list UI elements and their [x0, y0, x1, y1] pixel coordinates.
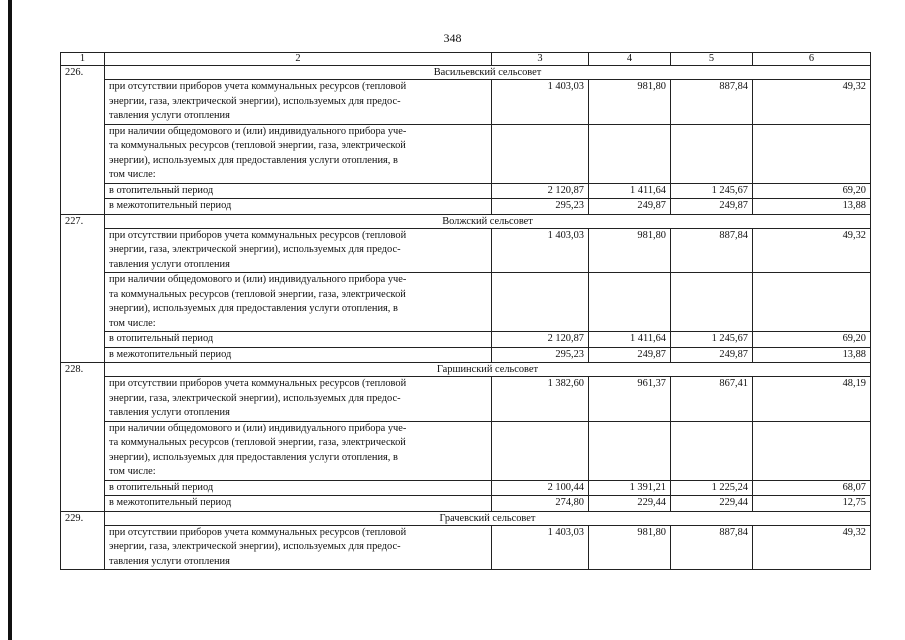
table-row: [61, 199, 871, 215]
value-cell: 1 245,67: [671, 332, 753, 348]
empty-cell: [492, 421, 589, 480]
value-cell: 249,87: [671, 199, 753, 215]
row-description: [105, 124, 492, 183]
description-line: при отсутствии приборов учета коммунальных ресурсов (тепловой: [109, 526, 407, 538]
section-number: 228.: [61, 363, 105, 512]
section-number: 226.: [61, 66, 105, 215]
value-cell: 981,80: [589, 525, 671, 570]
section-header-row: [61, 363, 871, 377]
value-cell: 249,87: [589, 347, 671, 363]
row-description: [105, 228, 492, 273]
table-row: [61, 124, 871, 183]
row-description: [105, 377, 492, 422]
description-line: при отсутствии приборов учета коммунальных ресурсов (тепловой: [109, 81, 407, 92]
description-line: тавления услуги отопления: [109, 407, 230, 418]
section-name: Волжский сельсовет: [105, 214, 871, 228]
description-line: та коммунальных ресурсов (тепловой энергии, газа, электрической: [109, 437, 406, 448]
row-label: в межотопительный период: [105, 496, 492, 512]
value-cell: 887,84: [671, 228, 753, 273]
empty-cell: [671, 273, 753, 332]
table-row: [61, 228, 871, 273]
column-header: 2: [105, 53, 492, 66]
value-cell: 887,84: [671, 80, 753, 125]
value-cell: 13,88: [753, 347, 871, 363]
description-line: энергии, газа, электрической энергии), используемых для предос-: [109, 244, 401, 255]
section-number: 227.: [61, 214, 105, 363]
empty-cell: [753, 421, 871, 480]
value-cell: 1 403,03: [492, 80, 589, 125]
empty-cell: [589, 421, 671, 480]
value-cell: 48,19: [753, 377, 871, 422]
description-line: энергии, газа, электрической энергии), используемых для предос-: [109, 392, 401, 404]
column-header: 5: [671, 53, 753, 66]
description-line: тавления услуги отопления: [109, 110, 230, 121]
empty-cell: [753, 124, 871, 183]
description-line: та коммунальных ресурсов (тепловой энергии, газа, электрической: [109, 288, 406, 300]
description-line: та коммунальных ресурсов (тепловой энергии, газа, электрической: [109, 140, 406, 151]
table-row: [61, 421, 871, 480]
description-line: энергии), используемых для предоставления услуги отопления, в: [109, 154, 398, 166]
value-cell: 249,87: [589, 199, 671, 215]
value-cell: 295,23: [492, 199, 589, 215]
table-row: [61, 183, 871, 199]
row-description: [105, 421, 492, 480]
description-line: энергии, газа, электрической энергии), используемых для предос-: [109, 541, 401, 552]
row-label: в межотопительный период: [105, 199, 492, 215]
value-cell: 867,41: [671, 377, 753, 422]
description-line: при наличии общедомового и (или) индивидуального прибора уче-: [109, 274, 407, 285]
description-line: том числе:: [109, 466, 156, 477]
table-row: [61, 347, 871, 363]
value-cell: 295,23: [492, 347, 589, 363]
description-line: при наличии общедомового и (или) индивидуального прибора уче-: [109, 422, 407, 434]
value-cell: 961,37: [589, 377, 671, 422]
row-label: в отопительный период: [105, 183, 492, 199]
value-cell: 229,44: [589, 496, 671, 512]
description-line: энергии), используемых для предоставления услуги отопления, в: [109, 451, 398, 463]
page-edge-bar: [8, 0, 12, 640]
value-cell: 69,20: [753, 183, 871, 199]
column-header: 4: [589, 53, 671, 66]
section-name: Гаршинский сельсовет: [105, 363, 871, 377]
value-cell: 1 225,24: [671, 480, 753, 496]
value-cell: 274,80: [492, 496, 589, 512]
value-cell: 229,44: [671, 496, 753, 512]
value-cell: 981,80: [589, 80, 671, 125]
description-line: тавления услуги отопления: [109, 555, 230, 567]
value-cell: 68,07: [753, 480, 871, 496]
description-line: при отсутствии приборов учета коммунальных ресурсов (тепловой: [109, 378, 407, 389]
description-line: при наличии общедомового и (или) индивидуального прибора уче-: [109, 125, 407, 137]
value-cell: 887,84: [671, 525, 753, 570]
empty-cell: [589, 273, 671, 332]
column-header: 6: [753, 53, 871, 66]
value-cell: 249,87: [671, 347, 753, 363]
value-cell: 1 382,60: [492, 377, 589, 422]
value-cell: 1 245,67: [671, 183, 753, 199]
description-line: энергии, газа, электрической энергии), используемых для предос-: [109, 95, 401, 107]
section-number: 229.: [61, 511, 105, 570]
column-header: 1: [61, 53, 105, 66]
value-cell: 1 403,03: [492, 228, 589, 273]
section-header-row: [61, 66, 871, 80]
description-line: том числе:: [109, 317, 156, 329]
column-header-row: [61, 53, 871, 66]
value-cell: 12,75: [753, 496, 871, 512]
value-cell: 49,32: [753, 525, 871, 570]
value-cell: 49,32: [753, 80, 871, 125]
column-header: 3: [492, 53, 589, 66]
value-cell: 2 120,87: [492, 332, 589, 348]
empty-cell: [492, 273, 589, 332]
row-label: в отопительный период: [105, 480, 492, 496]
section-name: Васильевский сельсовет: [105, 66, 871, 80]
table-row: [61, 480, 871, 496]
value-cell: 1 391,21: [589, 480, 671, 496]
table-row: [61, 80, 871, 125]
value-cell: 69,20: [753, 332, 871, 348]
empty-cell: [671, 124, 753, 183]
section-header-row: [61, 511, 871, 525]
value-cell: 2 120,87: [492, 183, 589, 199]
value-cell: 1 411,64: [589, 332, 671, 348]
value-cell: 49,32: [753, 228, 871, 273]
tariff-table: [60, 52, 871, 570]
row-description: [105, 525, 492, 570]
table-row: [61, 496, 871, 512]
table-row: [61, 377, 871, 422]
description-line: тавления услуги отопления: [109, 258, 230, 270]
row-description: [105, 80, 492, 125]
value-cell: 1 403,03: [492, 525, 589, 570]
value-cell: 981,80: [589, 228, 671, 273]
value-cell: 13,88: [753, 199, 871, 215]
description-line: при отсутствии приборов учета коммунальных ресурсов (тепловой: [109, 229, 407, 241]
description-line: энергии), используемых для предоставления услуги отопления, в: [109, 303, 398, 314]
section-header-row: [61, 214, 871, 228]
table-row: [61, 273, 871, 332]
row-label: в отопительный период: [105, 332, 492, 348]
description-line: том числе:: [109, 169, 156, 180]
row-label: в межотопительный период: [105, 347, 492, 363]
empty-cell: [492, 124, 589, 183]
value-cell: 2 100,44: [492, 480, 589, 496]
table-row: [61, 332, 871, 348]
value-cell: 1 411,64: [589, 183, 671, 199]
page-number: 348: [443, 31, 462, 45]
empty-cell: [753, 273, 871, 332]
empty-cell: [671, 421, 753, 480]
empty-cell: [589, 124, 671, 183]
row-description: [105, 273, 492, 332]
table-row: [61, 525, 871, 570]
section-name: Грачевский сельсовет: [105, 511, 871, 525]
